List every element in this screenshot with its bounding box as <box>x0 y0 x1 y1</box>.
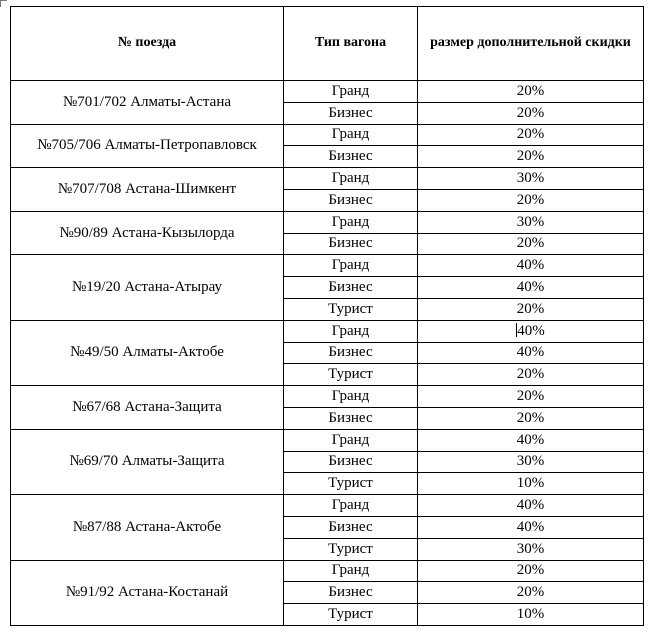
train-name-cell: №91/92 Астана-Костанай <box>11 560 284 625</box>
car-type-cell: Бизнес <box>284 451 418 473</box>
discount-cell: 10% <box>418 604 644 626</box>
car-type-cell: Бизнес <box>284 102 418 124</box>
table-row <box>11 124 644 146</box>
table-row <box>11 320 644 342</box>
discount-cell: 20% <box>418 189 644 211</box>
car-type-cell: Турист <box>284 473 418 495</box>
discount-cell: 40% <box>418 516 644 538</box>
text-cursor <box>516 323 517 337</box>
car-type-cell: Гранд <box>284 495 418 517</box>
car-type-cell: Бизнес <box>284 516 418 538</box>
header-train-number: № поезда <box>11 7 284 81</box>
train-name-cell: №69/70 Алматы-Защита <box>11 429 284 494</box>
discount-cell: 40% <box>418 255 644 277</box>
discount-cell: 20% <box>418 102 644 124</box>
discount-cell: 20% <box>418 124 644 146</box>
car-type-cell: Бизнес <box>284 277 418 299</box>
car-type-cell: Гранд <box>284 255 418 277</box>
train-name-cell: №67/68 Астана-Защита <box>11 386 284 430</box>
table-row <box>11 386 644 408</box>
discount-cell: 20% <box>418 146 644 168</box>
header-row <box>11 7 644 81</box>
header-car-type: Тип вагона <box>284 7 418 81</box>
car-type-cell: Турист <box>284 298 418 320</box>
table-anchor-marker <box>0 0 7 7</box>
discount-table <box>10 6 644 626</box>
table-row <box>11 168 644 190</box>
car-type-cell: Гранд <box>284 168 418 190</box>
car-type-cell: Бизнес <box>284 582 418 604</box>
discount-cell: 40% <box>418 342 644 364</box>
train-name-cell: №19/20 Астана-Атырау <box>11 255 284 320</box>
discount-cell: 30% <box>418 211 644 233</box>
car-type-cell: Гранд <box>284 81 418 103</box>
discount-cell: 20% <box>418 407 644 429</box>
header-discount: размер дополнительной скидки <box>418 7 644 81</box>
car-type-cell: Турист <box>284 538 418 560</box>
discount-cell: 20% <box>418 582 644 604</box>
discount-cell: 20% <box>418 298 644 320</box>
car-type-cell: Гранд <box>284 320 418 342</box>
discount-cell: 40% <box>418 429 644 451</box>
discount-cell: 40% <box>418 495 644 517</box>
discount-cell: 20% <box>418 560 644 582</box>
discount-cell: 20% <box>418 386 644 408</box>
discount-cell: 20% <box>418 81 644 103</box>
car-type-cell: Бизнес <box>284 146 418 168</box>
table-row <box>11 560 644 582</box>
car-type-cell: Бизнес <box>284 342 418 364</box>
train-name-cell: №90/89 Астана-Кызылорда <box>11 211 284 255</box>
train-name-cell: №49/50 Алматы-Актобе <box>11 320 284 385</box>
car-type-cell: Бизнес <box>284 407 418 429</box>
car-type-cell: Турист <box>284 364 418 386</box>
train-name-cell: №705/706 Алматы-Петропавловск <box>11 124 284 168</box>
discount-cell: 40% <box>418 320 644 342</box>
car-type-cell: Турист <box>284 604 418 626</box>
table-row <box>11 429 644 451</box>
discount-cell: 30% <box>418 168 644 190</box>
car-type-cell: Гранд <box>284 386 418 408</box>
car-type-cell: Гранд <box>284 560 418 582</box>
train-name-cell: №701/702 Алматы-Астана <box>11 81 284 125</box>
car-type-cell: Гранд <box>284 211 418 233</box>
table-row <box>11 495 644 517</box>
discount-cell: 20% <box>418 364 644 386</box>
train-name-cell: №707/708 Астана-Шимкент <box>11 168 284 212</box>
discount-cell: 30% <box>418 538 644 560</box>
train-name-cell: №87/88 Астана-Актобе <box>11 495 284 560</box>
table-row <box>11 211 644 233</box>
table-row <box>11 81 644 103</box>
table-body <box>11 81 644 626</box>
discount-cell: 30% <box>418 451 644 473</box>
car-type-cell: Бизнес <box>284 233 418 255</box>
discount-cell: 40% <box>418 277 644 299</box>
discount-cell: 20% <box>418 233 644 255</box>
car-type-cell: Гранд <box>284 429 418 451</box>
table-row <box>11 255 644 277</box>
car-type-cell: Гранд <box>284 124 418 146</box>
discount-cell: 10% <box>418 473 644 495</box>
car-type-cell: Бизнес <box>284 189 418 211</box>
